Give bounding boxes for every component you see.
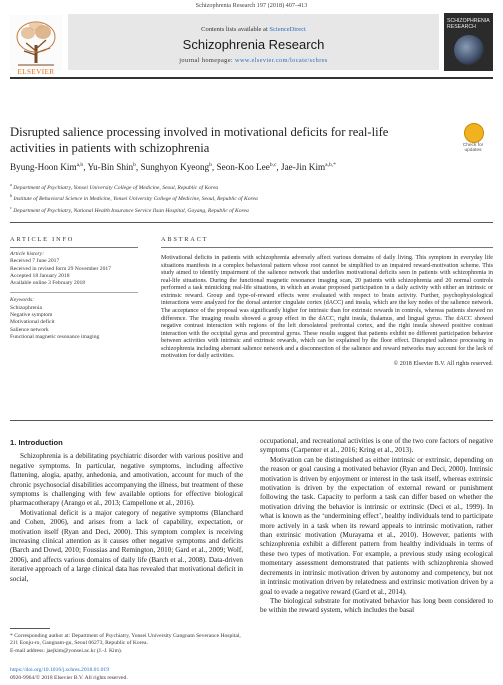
history-item: Accepted 18 January 2018 <box>10 272 70 279</box>
author-affiliation-marker: a,b <box>76 162 84 168</box>
author-list: Byung-Hoon Kim$^{a,b}$, Yu-Bin Shin$^b$, Sunghyon Kyeong$^b$, Seon-Koo Lee$^{b,c}$, Jae-Jin Kim$^{a,b,*}$ <box>10 162 336 173</box>
history-item: Received in revised form 29 November 2017 <box>10 265 111 272</box>
homepage-prefix: journal homepage: <box>179 57 236 64</box>
author-name[interactable]: Yu-Bin Shin <box>87 162 134 173</box>
article-info-heading: ARTICLE INFO <box>10 236 75 243</box>
keyword-item[interactable]: Negative symptom <box>10 312 53 319</box>
author-affiliation-marker: b,c <box>269 162 277 168</box>
affiliation-item: $^a$ Department of Psychiatry, Yonsei University College of Medicine, Seoul, Republic of Korea <box>10 182 219 191</box>
keyword-item[interactable]: Functional magnetic resonance imaging <box>10 333 100 340</box>
history-label: Article history: <box>10 251 45 257</box>
abstract-divider <box>10 420 493 421</box>
journal-banner <box>68 14 439 70</box>
body-paragraph: Motivational deficit is a major category of negative symptoms (Blanchard and Cohen, 2006), and arises from a lack of capability, expectation, or motivation itself (Ryan and Deci, 2000). This symptom complex is receiving increasing clinical attention as it causes other negative symptoms and deficits (Barch and Dowd, 2010; Foussias and Remington, 2010; Gard et al., 2009; Wolf, 2006), and affects various domains of daily life (Barch et al., 2008). Data-driven iterative approach of a large clinical data has revealed that motivational deficit in social, <box>10 508 243 583</box>
keywords <box>10 297 138 341</box>
body-paragraph: Schizophrenia is a debilitating psychiatric disorder with various positive and negative symptoms. In particular, negative symptoms, including affective flattening, alogia, apathy, anhedonia, and amotivation, account for much of the chronic psychosocial disabilities accompanying the illness, but treatment of these symptoms is challenging with few available options for effective biological pharmacotherapy (Arango et al., 2013; Campellone et al., 2016). <box>10 452 243 508</box>
journal-homepage <box>68 57 439 64</box>
keyword-item[interactable]: Motivational deficit <box>10 319 55 326</box>
doi-link[interactable]: https://doi.org/10.1016/j.schres.2018.01.019 <box>10 667 110 673</box>
abstract <box>161 236 493 367</box>
journal-title: Schizophrenia Research <box>182 37 325 52</box>
contents-prefix: Contents lists available at <box>201 26 270 33</box>
body-right-column <box>260 437 493 616</box>
history-item: Received 7 June 2017 <box>10 258 60 265</box>
cover-title: SCHIZOPHRENIA RESEARCH <box>447 18 490 30</box>
masthead <box>10 13 493 79</box>
body-left-column <box>10 438 243 584</box>
author-name[interactable]: Byung-Hoon Kim <box>10 162 77 173</box>
author-name[interactable]: Sunghyon Kyeong <box>140 162 210 173</box>
issn-copyright: 0920-9964/© 2018 Elsevier B.V. All rights reserved. <box>10 674 128 681</box>
body-paragraph: occupational, and recreational activities is one of the two core factors of negative symptoms (Carpenter et al., 2016; Kring et al., 2013). <box>260 437 493 455</box>
author-affiliation-marker: b <box>209 162 212 168</box>
affiliations <box>10 181 493 215</box>
abstract-heading: ABSTRACT <box>161 236 209 243</box>
footnote-area <box>10 628 243 655</box>
affiliation-item: $^b$ Institute of Behavioral Science in Medicine, Yonsei University College of Medicine, Seoul, Republic of Korea <box>10 193 258 203</box>
journal-reference: Schizophrenia Research 197 (2018) 407–413 <box>195 2 308 9</box>
history-item: Available online 3 February 2018 <box>10 280 86 287</box>
author-affiliation-marker: a,b,* <box>325 162 336 168</box>
sciencedirect-link[interactable]: ScienceDirect <box>269 26 306 33</box>
check-updates-icon <box>464 123 484 143</box>
homepage-link[interactable]: www.elsevier.com/locate/schres <box>235 57 328 64</box>
body-paragraph: The biological substrate for motivated behavior has long been considered to be within the reward system, which includes the basal <box>260 596 493 615</box>
corresponding-author-footnote: * Corresponding author at: Department of Psychiatry, Yonsei University Gangnam Severance Hospital, 211 Eonju-ro, Gangnam-gu, Seoul 06273, Republic of Korea. <box>10 633 241 647</box>
cover-art <box>454 35 484 65</box>
header-divider <box>10 222 493 223</box>
author-name[interactable]: Jae-Jin Kim <box>281 162 326 173</box>
copyright-notice: © 2018 Elsevier B.V. All rights reserved. <box>393 360 493 367</box>
abstract-text: Motivational deficits in patients with schizophrenia adversely affect various domains of daily living. This symptom in everyday life situations manifests in a complex behavioral pattern whose root cannot be simplified to an impaired reward-motivation scheme. This study aimed to identify impairment of the salience network that underlies motivational deficits seen in patients with schizophrenia in real-life situations. During the functional magnetic resonance imaging scan, 20 patients with schizophrenia and 20 normal controls performed a task mimicking real-life situations, in which an avatar proposed participation in a daily activity with either an intrinsic or extrinsic reward. Group and type-of-reward effects were evaluated with respect to brain activity. Further, psychophysiological interactions were analyzed for the dorsal anterior cingulate cortex (dACC) and insula, which are the key nodes of the salience network. The acceptance of the proposal was significantly higher for intrinsic than for extrinsic rewards in controls, whereas patients showed no difference. The imaging results showed a group effect in the dACC, right insula, thalamus, and lingual gyrus. The dACC showed negative contrast interaction with regions of the left dorsolateral prefrontal cortex, and the right insula showed positive contrast interaction with the occipital gyrus and precentral gyrus. These results suggest that patients exhibit no different participation behavior between activities with intrinsic and extrinsic rewards, which can be explained by the floor effect. Disrupted salience processing in schizophrenia including aberrant salience network and a disconnection of the salience and reward networks may account for the lack of motivation for daily activities. <box>161 255 493 360</box>
publisher-logo-text: ELSEVIER <box>17 68 55 76</box>
body-paragraph: Motivation can be distinguished as either intrinsic or extrinsic, depending on the reason or goal causing a motivated behavior (Ryan and Deci, 2000). Intrinsic motivation is driven by enjoyment or interest in the task itself, whereas extrinsic motivation is driven by the expectation of external reward or punishment following the task. Capacity to perform a task can differ based on whether the motivation driving the behavior is intrinsic or extrinsic (Deci et al., 1999). In what is known as the ‘undermining effect’, healthy individuals tend to participate more actively in a task when its reward appeals to intrinsic motivation, rather than extrinsic motivation (Murayama et al., 2010). However, patients with schizophrenia exhibit a different pattern from healthy individuals in terms of these two types of motivation. For example, a previous study using ecological momentary assessment demonstrated that patients with schizophrenia showed decrements in intrinsic motivation driven by autonomy and competency, but not in intrinsic motivation driven by relatedness and extrinsic motivation driven by a goal to evade a negative reward (Gard et al., 2014). <box>260 455 493 596</box>
section-heading-introduction: 1. Introduction <box>10 438 63 447</box>
keyword-item[interactable]: Schizophrenia <box>10 304 42 311</box>
email-footnote: E-mail address: jaejkim@yonsei.ac.kr (J.-J. Kim). <box>10 647 123 654</box>
keyword-item[interactable]: Salience network <box>10 326 49 333</box>
article-info <box>10 236 138 341</box>
elsevier-tree-logo <box>10 15 62 71</box>
check-updates-label: Check for updates <box>462 143 484 154</box>
author-affiliation-marker: b <box>133 162 136 168</box>
article-title: Disrupted salience processing involved in motivational deficits for real-life activities in patients with schizophrenia <box>10 125 389 155</box>
check-for-updates-badge[interactable] <box>456 123 490 157</box>
keywords-label: Keywords: <box>10 297 35 304</box>
article-history <box>10 251 138 287</box>
contents-line <box>68 26 439 33</box>
author-name[interactable]: Seon-Koo Lee <box>216 162 270 173</box>
footnote-rule <box>10 628 50 629</box>
affiliation-item: $^c$ Department of Psychiatry, National Health Insurance Service Ilsan Hospital, Goyang, Republic of Korea <box>10 204 249 214</box>
article-metadata <box>10 667 310 682</box>
journal-cover-thumbnail <box>444 13 493 71</box>
